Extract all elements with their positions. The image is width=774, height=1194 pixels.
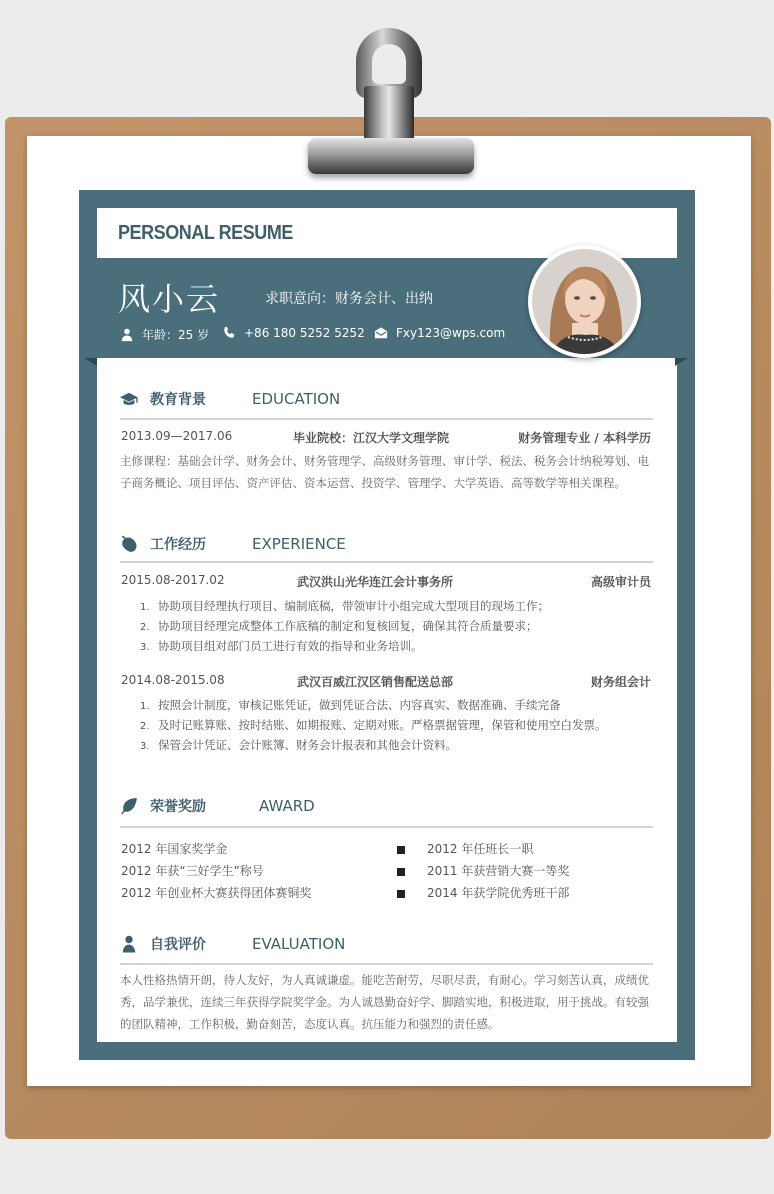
award-header (120, 796, 315, 816)
award-title-en: AWARD (259, 797, 315, 815)
job-1-duties (140, 596, 549, 656)
duty-item: 2. 及时记账算账、按时结账、如期报账、定期对账。严格票据管理，保管和使用空白发票。 (140, 718, 607, 732)
mouse-icon (120, 535, 138, 553)
award-item: 2012 年国家奖学金 (121, 842, 228, 856)
job-2-duties (140, 695, 607, 755)
person-icon (120, 328, 134, 342)
banner-fold-right (675, 358, 688, 366)
education-school: 毕业院校：江汉大学文理学院 (293, 431, 450, 445)
award-item: 2011 年获营销大赛一等奖 (397, 860, 569, 882)
award-title-cn: 荣誉奖励 (150, 799, 206, 815)
age-text: 年龄：25 岁 (142, 328, 210, 342)
duty-item: 1. 协助项目经理执行项目、编制底稿，带领审计小组完成大型项目的现场工作； (140, 599, 549, 613)
job-period: 2014.08-2015.08 (121, 673, 225, 687)
phone-info (222, 326, 365, 340)
profile-photo (528, 245, 641, 358)
experience-title-cn: 工作经历 (150, 537, 206, 553)
award-item: 2012 年任班长一职 (397, 838, 569, 860)
experience-header (120, 534, 346, 554)
phone-number: +86 180 5252 5252 (244, 326, 365, 340)
job-company: 武汉百威江汉区销售配送总部 (297, 675, 454, 689)
evaluation-title-en: EVALUATION (252, 935, 346, 953)
award-item: 2012 年创业杯大赛获得团体赛铜奖 (121, 886, 312, 900)
square-bullet-icon (397, 846, 405, 854)
square-bullet-icon (397, 890, 405, 898)
duty-item: 2. 协助项目经理完成整体工作底稿的制定和复核回复，确保其符合质量要求； (140, 619, 538, 633)
resume-title: PERSONAL RESUME (118, 222, 293, 244)
job-position: 财务组会计 (590, 675, 651, 689)
binder-clip-stem (364, 86, 414, 142)
phone-icon (222, 326, 236, 340)
envelope-icon (374, 326, 388, 340)
evaluation-divider (120, 963, 653, 965)
job-objective: 求职意向：财务会计、出纳 (265, 291, 433, 307)
binder-clip-base (308, 138, 474, 174)
education-header (120, 389, 340, 409)
banner-fold-left (84, 358, 97, 366)
evaluation-title-cn: 自我评价 (150, 937, 206, 953)
education-title-en: EDUCATION (252, 390, 341, 408)
age-info (120, 326, 209, 343)
evaluation-text: 本人性格热情开朗，待人友好，为人真诚谦虚。能吃苦耐劳，尽职尽责，有耐心。学习刻苦认真，成绩优秀，品学兼优，连续三年获得学院奖学金。为人诚恳勤奋好学、脚踏实地，积极进取，用于挑战。有较强的团队精神，工作积极，勤奋刻苦，态度认真。抗压能力和强烈的责任感。 (120, 973, 649, 1031)
education-title-cn: 教育背景 (150, 392, 206, 408)
email-address: Fxy123@wps.com (396, 326, 506, 340)
portrait-photo (532, 249, 637, 354)
job-company: 武汉洪山光华连江会计事务所 (297, 575, 454, 589)
award-list-left (121, 838, 311, 904)
binder-clip-hole (372, 44, 406, 84)
leaf-icon (120, 797, 138, 815)
education-courses: 主修课程：基础会计学、财务会计、财务管理学、高级财务管理、审计学、税法、税务会计纳税筹划、电子商务概论、项目评估、资产评估、资本运营、投资学、管理学、大学英语、高等数学等相关课程。 (120, 454, 649, 490)
candidate-name: 风小云 (118, 280, 221, 318)
person-icon (120, 935, 138, 953)
square-bullet-icon (397, 868, 405, 876)
job-position: 高级审计员 (590, 575, 651, 589)
duty-item: 1. 按照会计制度，审核记账凭证，做到凭证合法、内容真实、数据准确、手续完备 (140, 698, 561, 712)
evaluation-header (120, 934, 345, 954)
graduation-cap-icon (120, 390, 138, 408)
award-list-right (397, 838, 569, 904)
experience-title-en: EXPERIENCE (252, 535, 346, 553)
job-period: 2015.08-2017.02 (121, 573, 225, 587)
award-divider (120, 826, 653, 828)
award-item: 2012 年获“三好学生”称号 (121, 864, 264, 878)
experience-divider (120, 561, 653, 563)
award-item: 2014 年获学院优秀班干部 (397, 882, 569, 904)
duty-item: 3. 保管会计凭证、会计账簿、财务会计报表和其他会计资料。 (140, 738, 457, 752)
education-major: 财务管理专业 / 本科学历 (518, 431, 651, 445)
education-divider (120, 418, 653, 420)
duty-item: 3. 协助项目组对部门员工进行有效的指导和业务培训。 (140, 639, 423, 653)
education-period: 2013.09—2017.06 (121, 429, 233, 443)
email-info (374, 326, 505, 340)
